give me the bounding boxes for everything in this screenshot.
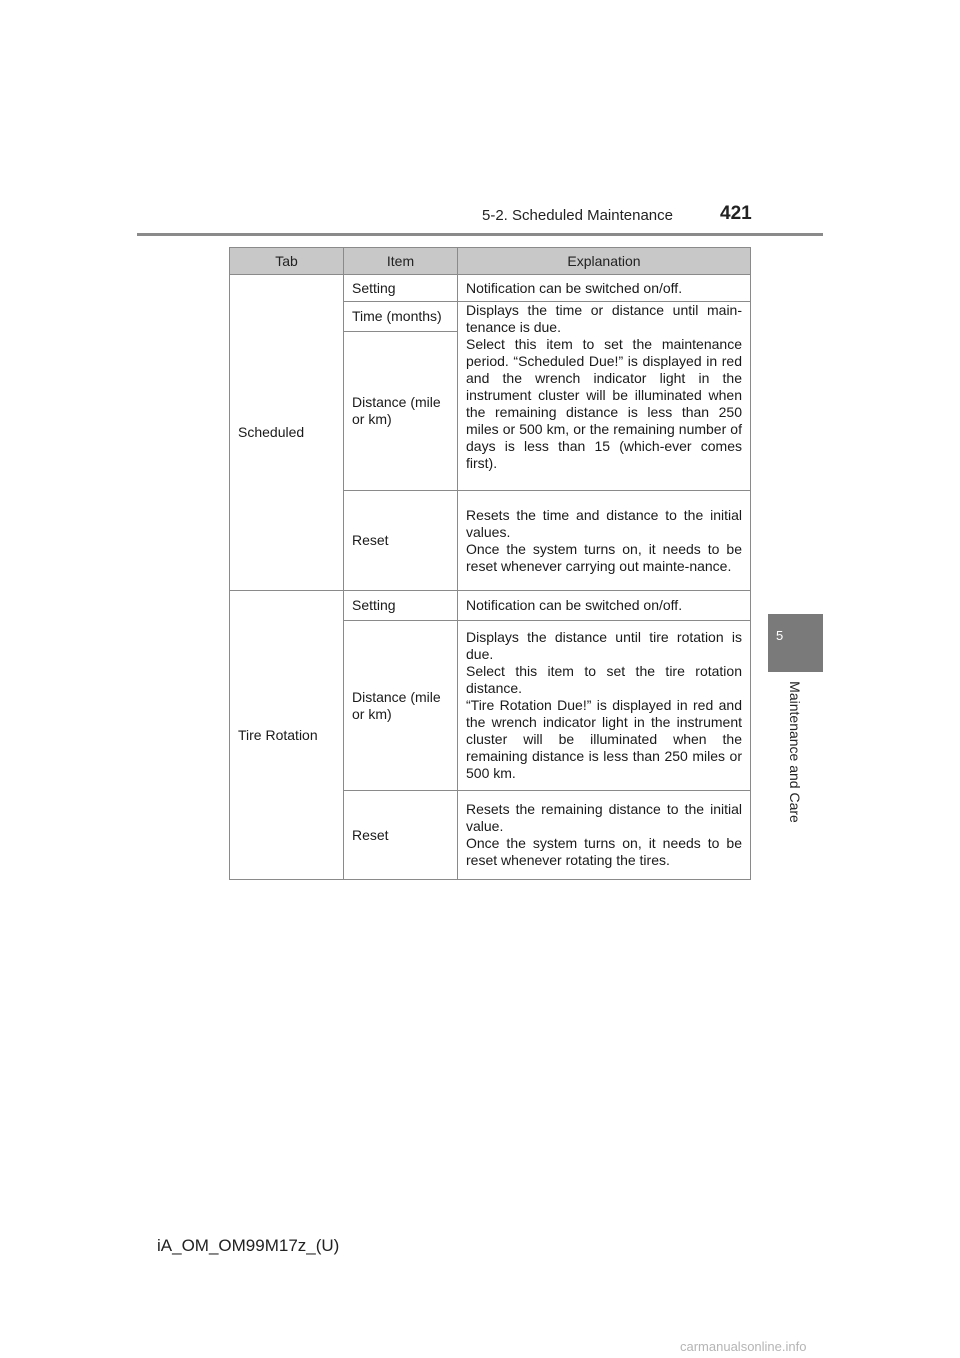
explanation-setting: Notification can be switched on/off. [458,275,751,302]
maintenance-settings-table [229,247,751,880]
chapter-side-label: Maintenance and Care [787,681,803,823]
explanation-reset [458,491,751,591]
explanation-line: Resets the remaining distance to the initial value. [466,801,742,834]
explanation-line: “Tire Rotation Due!” is displayed in red and the wrench indicator light in the instrument cluster will be illuminated when the remaining distance is less than 250 miles or 500 km. [466,697,742,781]
table-header-row [230,248,751,275]
explanation-reset [458,791,751,880]
item-distance [344,621,458,791]
chapter-number: 5 [776,628,784,643]
item-label: Distance [352,688,407,705]
watermark-text: carmanualsonline.info [680,1339,807,1354]
page-number: 421 [720,203,752,224]
item-label: Distance [352,394,407,410]
column-header-explanation: Explanation [458,248,751,275]
column-header-tab: Tab [230,248,344,275]
table-row [230,275,751,302]
explanation-line: Select this item to set the tire rotation distance. [466,663,742,696]
explanation-line: Resets the time and distance to the initial values. [466,506,742,540]
explanation-line: Once the system turns on, it needs to be reset whenever rotating the tires. [466,835,742,868]
item-distance [344,332,458,491]
chapter-side-tab [768,614,823,672]
item-reset: Reset [344,491,458,591]
item-unit: (mile or km) [352,394,441,427]
item-setting: Setting [344,275,458,302]
table-row [230,591,751,621]
document-code: iA_OM_OM99M17z_(U) [157,1236,340,1255]
item-time-months: Time (months) [344,302,458,332]
explanation-line: Once the system turns on, it needs to be reset whenever carrying out mainte-nance. [466,540,742,574]
explanation-line: Select this item to set the maintenance period. “Scheduled Due!” is displayed in red and the wrench indicator light in the instrument cluster will be illuminated when the remaining distance is less than 250 miles or 500 km, or the remaining number of days is less than 15 (which-ever comes first). [466,336,742,471]
tab-tire-rotation: Tire Rotation [230,591,344,880]
explanation-time-distance [458,302,751,491]
explanation-line: Displays the distance until tire rotation is due. [466,629,742,662]
item-unit: (mile or km) [352,688,441,722]
tab-scheduled: Scheduled [230,275,344,591]
explanation-distance [458,621,751,791]
explanation-line: tenance is due. [466,319,561,335]
explanation-setting: Notification can be switched on/off. [458,591,751,621]
section-title: 5-2. Scheduled Maintenance [482,207,673,224]
header-rule [137,233,823,236]
item-setting: Setting [344,591,458,621]
explanation-line: Displays the time or distance until main- [466,302,742,318]
column-header-item: Item [344,248,458,275]
item-reset: Reset [344,791,458,880]
